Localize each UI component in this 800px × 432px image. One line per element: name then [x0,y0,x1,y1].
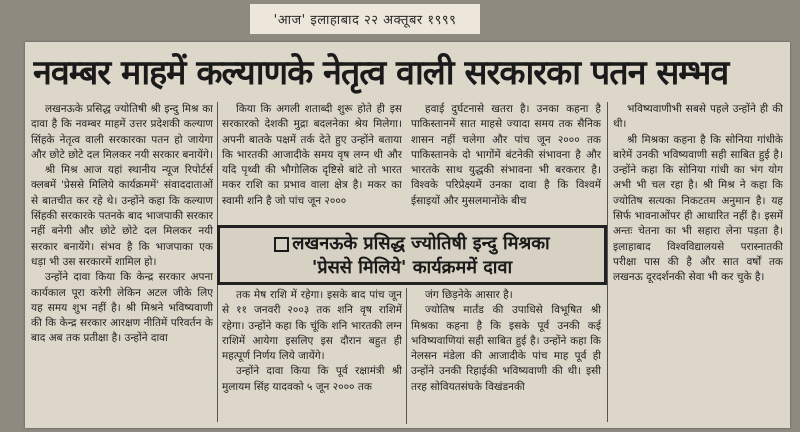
newspaper-clipping [25,42,790,428]
subheadline-line-2: 'प्रेससे मिलिये' कार्यक्रममें दावा [311,257,513,278]
column-2-bottom [222,288,402,424]
col3b-para-1: जंग छिड़नेके आसार है। [425,289,513,301]
column-rule-2 [406,288,407,424]
subheadline-box [217,225,607,285]
column-3-top [411,102,601,220]
col1-para-1: लखनऊके प्रसिद्ध ज्योतिषी श्री इन्दु मिश्र का दावा है कि नवम्बर माहमें उत्तर प्रदेशकी कल्याण सिंहके नेतृत्व वाली सरकारका पतन हो जायेगा और छोटे छोटे दल मिलकर नयी सरकार बनायेंगे। [31,103,213,161]
col3-para-1: हवाई दुर्घटनासे खतरा है। उनका कहना है पाकिस्तानमें सात माहसे ज्यादा समय तक सैनिक शासन नहीं चलेगा और पांच जून २००० तक पाकिस्तानके दो भागोंमें बंटनेकी संभावना है और भारतके साथ युद्धकी संभावना भी बरकरार है। विश्वके परिप्रेक्ष्यमें उनका दावा है कि विश्वमें ईसाइयों और मुसलमानोंके बीच [411,103,601,207]
headline: नवम्बर माहमें कल्याणके नेतृत्व वाली सरकारका पतन सम्भव [33,53,729,93]
column-3-bottom [411,288,601,424]
column-rule-3 [607,102,608,422]
col2b-para-2: उन्होंने दावा किया कि पूर्व रक्षामंत्री श्री मुलायम सिंह यादवको ५ जून २००० तक [222,365,402,393]
col3b-para-2: ज्योतिष मार्तंड की उपाधिसे विभूषित श्री मिश्रका कहना है कि इसके पूर्व उनकी कई भविष्यवाणियां सही साबित हुई है। उन्होंने कहा कि नेलसन मंडेला की आजादीके पांच माह पूर्व ही उन्होंने उनकी रिहाईकी भविष्यवाणी की थी। इसी तरह सोवियतसंघके विखंडनकी [411,304,601,393]
column-2-top [222,102,402,220]
subheadline-line-1: लखनऊके प्रसिद्ध ज्योतिषी इन्दु मिश्रका [274,231,549,255]
masthead-strip [250,4,480,34]
col2b-para-1: तक मेष राशि में रहेगा। इसके बाद पांच जून से ११ जनवरी २००३ तक शनि वृष राशिमें रहेगा। उन्होंने कहा कि चूंकि शनि भारतकी लग्न राशिमें आयेगा इसलिए इस दौरान बहुत ही महत्पूर्ण निर्णय लिये जायेंगे। [222,289,402,363]
column-4 [613,102,783,424]
col4-para-2: श्री मिश्रका कहना है कि सोनिया गांधीके बारेमें उनकी भविष्यवाणी सही साबित हुई है। उन्होंने कहा कि सोनिया गांधी का भंग योग अभी भी चल रहा है। श्री मिश्र ने कहा कि ज्योतिष सत्यका निकटतम अनुमान है। यह सिर्फ भावनाओंपर ही आधारित नहीं है। इसमें अन्तः चेतना का भी सहारा लेना पड़ता है। इलाहाबाद विश्वविद्यालयसे परास्नातकी परीक्षा पास की है और सात वर्षों तक लखनऊ दूरदर्शनकी सेवा भी कर चुके है। [613,133,783,284]
col1-para-2: श्री मिश्र आज यहां स्थानीय न्यूज रिपोर्टर्स क्लबमें 'प्रेससे मिलिये कार्यक्रममें' संवाददाताओं से बातचीत कर रहे थे। उन्होंने कहा कि कल्याण सिंहकी सरकारके पतनके बाद भाजपाकी सरकार नहीं बनेगी और छोटे छोटे दल मिलकर नयी सरकार बनायेंगे। संभव है कि भाजपाका एक धड़ा भी उस सरकारमें शामिल हो। [31,164,213,268]
col1-para-3: उन्होंने दावा किया कि केन्द्र सरकार अपना कार्यकाल पूरा करेगी लेकिन अटल जीके लिए यह समय शुभ नहीं है। श्री मिश्रने भविष्यवाणी की कि केन्द्र सरकार आरक्षण नीतिमें परिवर्तन के बाद अब तक प्रतीक्षा है। उन्होंने दावा [31,271,213,345]
square-bullet-icon [274,237,289,252]
col2-para-1: किया कि अगली शताब्दी शुरू होते ही इस सरकारको देशकी मुद्रा बदलनेका श्रेय मिलेगा। अपनी बातके पक्षमें तर्क देते हुए उन्होंने बताया कि भारतकी आजादीके समय वृष लग्न थी और यदि पृथ्वी की भौगोलिक दृष्टिसे बांटे तो भारत मकर राशि का प्रभाव वाला क्षेत्र है। मकर का स्वामी शनि है जो पांच जून २००० [222,103,402,207]
masthead-text: 'आज' इलाहाबाद २२ अक्तूबर १९९९ [273,13,457,28]
column-1 [31,102,213,424]
col4-para-1: भविष्यवाणीभी सबसे पहले उन्होंने ही की थी। [613,103,783,131]
